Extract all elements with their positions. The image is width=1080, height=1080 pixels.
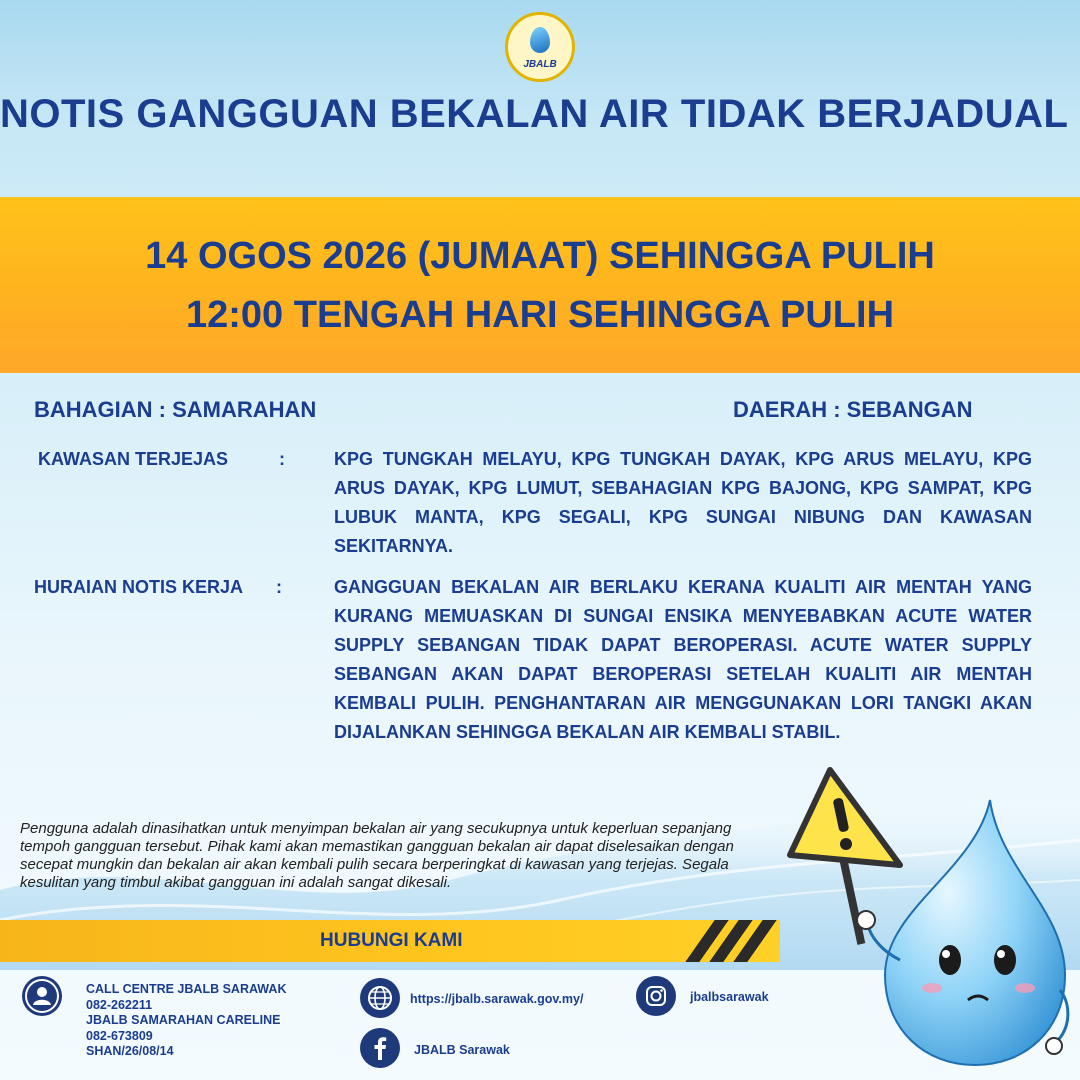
huraian-label: HURAIAN NOTIS KERJA [34, 577, 244, 597]
jbalb-logo [505, 12, 575, 82]
contact-title: HUBUNGI KAMI [320, 930, 463, 951]
daerah-label: DAERAH : SEBANGAN [733, 397, 973, 422]
huraian-colon: : [276, 577, 282, 597]
facebook-page[interactable]: JBALB Sarawak [414, 1043, 510, 1057]
warning-icon [790, 770, 900, 865]
instagram-handle[interactable]: jbalbsarawak [690, 990, 769, 1004]
call-centre-block [86, 982, 286, 1060]
date-line: 14 OGOS 2026 (JUMAAT) SEHINGGA PULIH [145, 235, 935, 277]
reference-code: SHAN/26/08/14 [86, 1044, 174, 1058]
kawasan-colon: : [279, 449, 285, 469]
person-icon [22, 976, 62, 1016]
facebook-icon [360, 1028, 400, 1068]
kawasan-label: KAWASAN TERJEJAS [38, 449, 229, 469]
instagram-icon [636, 976, 676, 1016]
kawasan-value: KPG TUNGKAH MELAYU, KPG TUNGKAH DAYAK, KPG ARUS MELAYU, KPG ARUS DAYAK, KPG LUMUT, SEBAHAGIAN KPG BAJONG, KPG SAMPAT, KPG LUBUK MANTA, KPG SEGALI, KPG SUNGAI NIBUNG DAN KAWASAN SEKITARNYA. [334, 449, 1032, 556]
huraian-value: GANGGUAN BEKALAN AIR BERLAKU KERANA KUALITI AIR MENTAH YANG KURANG MEMUASKAN DI SUNGAI ENSIKA MENYEBABKAN ACUTE WATER SUPPLY SEBANGAN TIDAK DAPAT BEROPERASI. ACUTE WATER SUPPLY SEBANGAN AKAN DAPAT BEROPERASI SETELAH KUALITI AIR MENTAH KEMBALI PULIH. PENGHANTARAN AIR MENGGUNAKAN LORI TANGKI AKAN DIJALANKAN SEHINGGA BEKALAN AIR KEMBALI STABIL. [334, 577, 1032, 742]
date-band [0, 197, 1080, 373]
water-drop-mascot-icon [760, 760, 1080, 1080]
call-centre-label: CALL CENTRE JBALB SARAWAK [86, 982, 287, 996]
logo-text: JBALB [523, 59, 557, 70]
bahagian-label: BAHAGIAN : SAMARAHAN [34, 397, 317, 422]
careline-phone: 082-673809 [86, 1028, 153, 1043]
website-link[interactable]: https://jbalb.sarawak.gov.my/ [410, 992, 584, 1006]
water-drop-icon [530, 27, 550, 53]
time-line: 12:00 TENGAH HARI SEHINGGA PULIH [185, 294, 895, 336]
call-centre-phone: 082-262211 [86, 997, 153, 1012]
advice-text: Pengguna adalah dinasihatkan untuk menyimpan bekalan air yang secukupnya untuk keperluan sepanjang tempoh gangguan tersebut. Pihak kami akan memastikan gangguan bekalan air dapat diselesaikan dengan secepat mungkin dan bekalan air akan kembali pulih secara berperingkat di kawasan yang terjejas. Segala kesulitan yang timbul akibat gangguan ini adalah sangat dikesali. [20, 820, 734, 891]
notice-title: NOTIS GANGGUAN BEKALAN AIR TIDAK BERJADUAL [0, 92, 1069, 136]
globe-icon [360, 978, 400, 1018]
careline-label: JBALB SAMARAHAN CARELINE [86, 1013, 281, 1027]
